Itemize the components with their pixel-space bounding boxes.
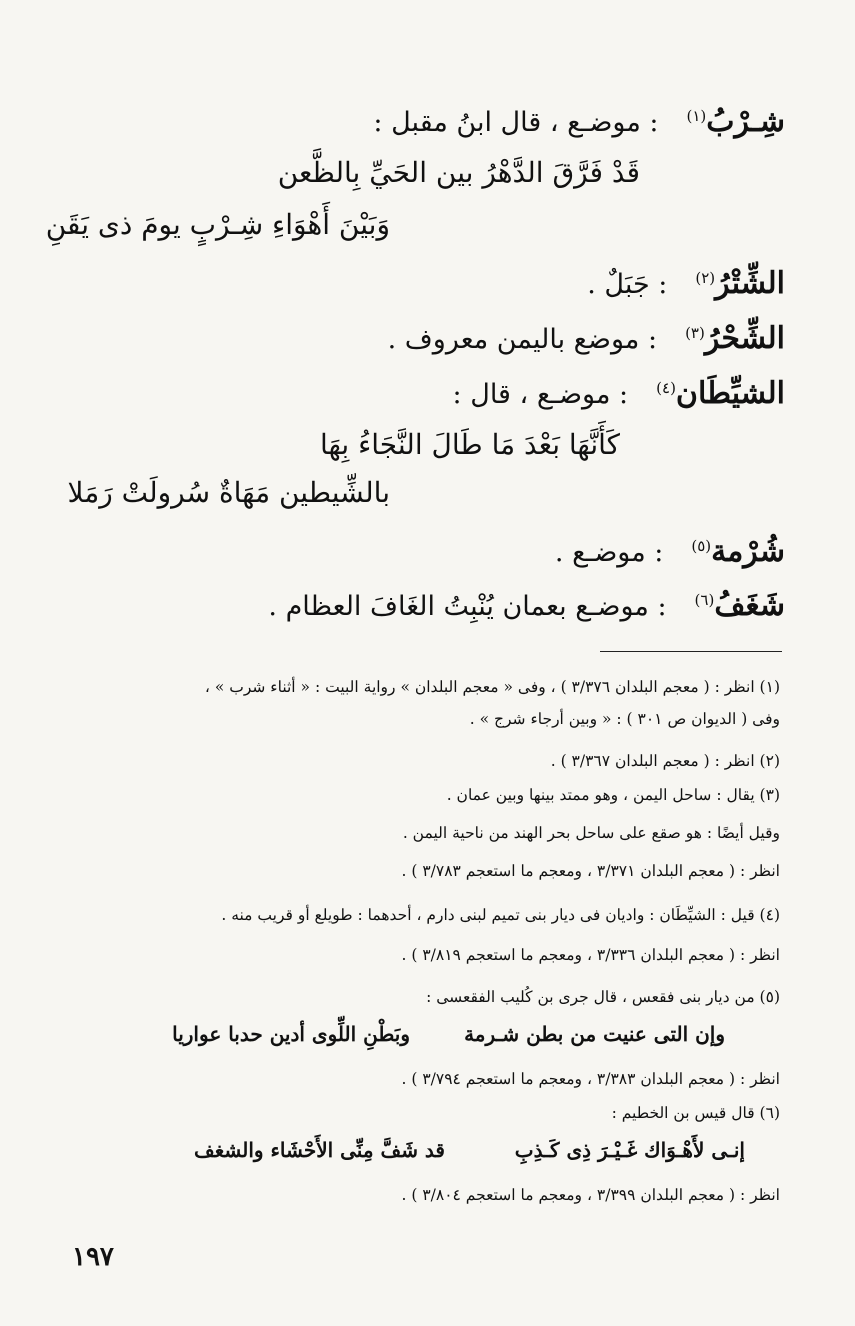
footnote-3-line: (٣) يقال : ساحل اليمن ، وهو ممتد بينها وبين عمان . — [446, 786, 780, 804]
headword: شُرْمة — [711, 534, 785, 569]
footnote-ref: (٤) — [656, 379, 676, 397]
footnote-4-line: انظر : ( معجم البلدان ٣/٣٣٦ ، ومعجم ما استعجم ٣/٨١٩ ) . — [401, 946, 780, 964]
verse-line: قَدْ فَرَّقَ الدَّهْرُ بين الحَيِّ بِالظَّعن — [277, 156, 640, 189]
footnote-3-line: انظر : ( معجم البلدان ٣/٣٧١ ، ومعجم ما استعجم ٣/٧٨٣ ) . — [401, 862, 780, 880]
verse-line: كَأَنَّهَا بَعْدَ مَا طَالَ النَّجَاءُ بِهَا — [319, 428, 620, 461]
headword: الشِّتْرُ — [715, 266, 785, 301]
entry-shurb — [373, 104, 785, 139]
footnote-5-line: انظر : ( معجم البلدان ٣/٣٨٣ ، ومعجم ما استعجم ٣/٧٩٤ ) . — [401, 1070, 780, 1088]
definition: : موضـع ، قال ابنُ مقبل : — [373, 107, 659, 138]
footnote-6-line: (٦) قال قيس بن الخطيم : — [611, 1104, 780, 1122]
footnote-1-line: وفى ( الديوان ص ٣٠١ ) : « وبين أرجاء شرج » . — [469, 710, 780, 728]
definition: : جَبَلٌ . — [587, 269, 668, 300]
headword: شِـرْبُ — [706, 104, 785, 139]
entry-shaytan — [453, 376, 785, 411]
footnote-3-line: وقيل أيضًا : هو صقع على ساحل بحر الهند من ناحية اليمن . — [402, 824, 780, 842]
definition: : موضـع بعمان يُنْبِتُ الغَافَ العظام . — [268, 591, 667, 622]
footnote-6-line: انظر : ( معجم البلدان ٣/٣٩٩ ، ومعجم ما استعجم ٣/٨٠٤ ) . — [401, 1186, 780, 1204]
entry-shurma — [555, 534, 785, 569]
verse-line: بالشِّيطين مَهَاةٌ سُرولَتْ رَمَلا — [67, 476, 390, 509]
headword: الشِّحْرُ — [704, 321, 785, 356]
entry-shaghaf — [268, 588, 785, 623]
footnote-ref: (٢) — [695, 269, 716, 287]
footnote-divider — [600, 651, 782, 652]
poem-hemistich-2: وبَطْنِ اللِّوى أدين حدبا عواريا — [172, 1022, 410, 1046]
entry-shitr — [587, 266, 785, 301]
page-number: ١٩٧ — [72, 1242, 114, 1272]
footnote-ref: (٦) — [694, 591, 715, 609]
headword: شَغَفُ — [714, 588, 785, 623]
definition: : موضـع ، قال : — [452, 379, 629, 410]
definition: : موضع باليمن معروف . — [387, 324, 658, 355]
poem-hemistich-1: إنـى لأَهْـوَاك غَـيْـرَ ذِى كَـذِبِ — [514, 1138, 745, 1162]
footnote-ref: (١) — [686, 107, 707, 125]
footnote-2: (٢) انظر : ( معجم البلدان ٣/٣٦٧ ) . — [550, 752, 780, 770]
poem-hemistich-1: وإن التى عنيت من بطن شـرمة — [464, 1022, 725, 1046]
footnote-4-line: (٤) قيل : الشيِّطَان : واديان فى ديار بنى تميم لبنى دارم ، أحدهما : طويلع أو قريب منه . — [221, 906, 780, 924]
footnote-1-line: (١) انظر : ( معجم البلدان ٣/٣٧٦ ) ، وفى « معجم البلدان » رواية البيت : « أثناء شرب » ، — [204, 678, 780, 696]
footnote-ref: (٣) — [685, 324, 705, 342]
footnote-ref: (٥) — [691, 537, 712, 555]
poem-hemistich-2: قد شَفَّ مِنِّى الأَحْشَاء والشغف — [194, 1138, 445, 1162]
verse-line: وَبَيْنَ أَهْوَاءِ شِـرْبٍ يومَ ذى يَقَنِ — [45, 208, 390, 241]
footnote-5-line: (٥) من ديار بنى فقعس ، قال جرى بن كُليب الفقعسى : — [426, 988, 780, 1006]
entry-shihr — [388, 321, 785, 356]
definition: : موضـع . — [554, 537, 664, 568]
headword: الشيِّطَان — [675, 376, 785, 411]
